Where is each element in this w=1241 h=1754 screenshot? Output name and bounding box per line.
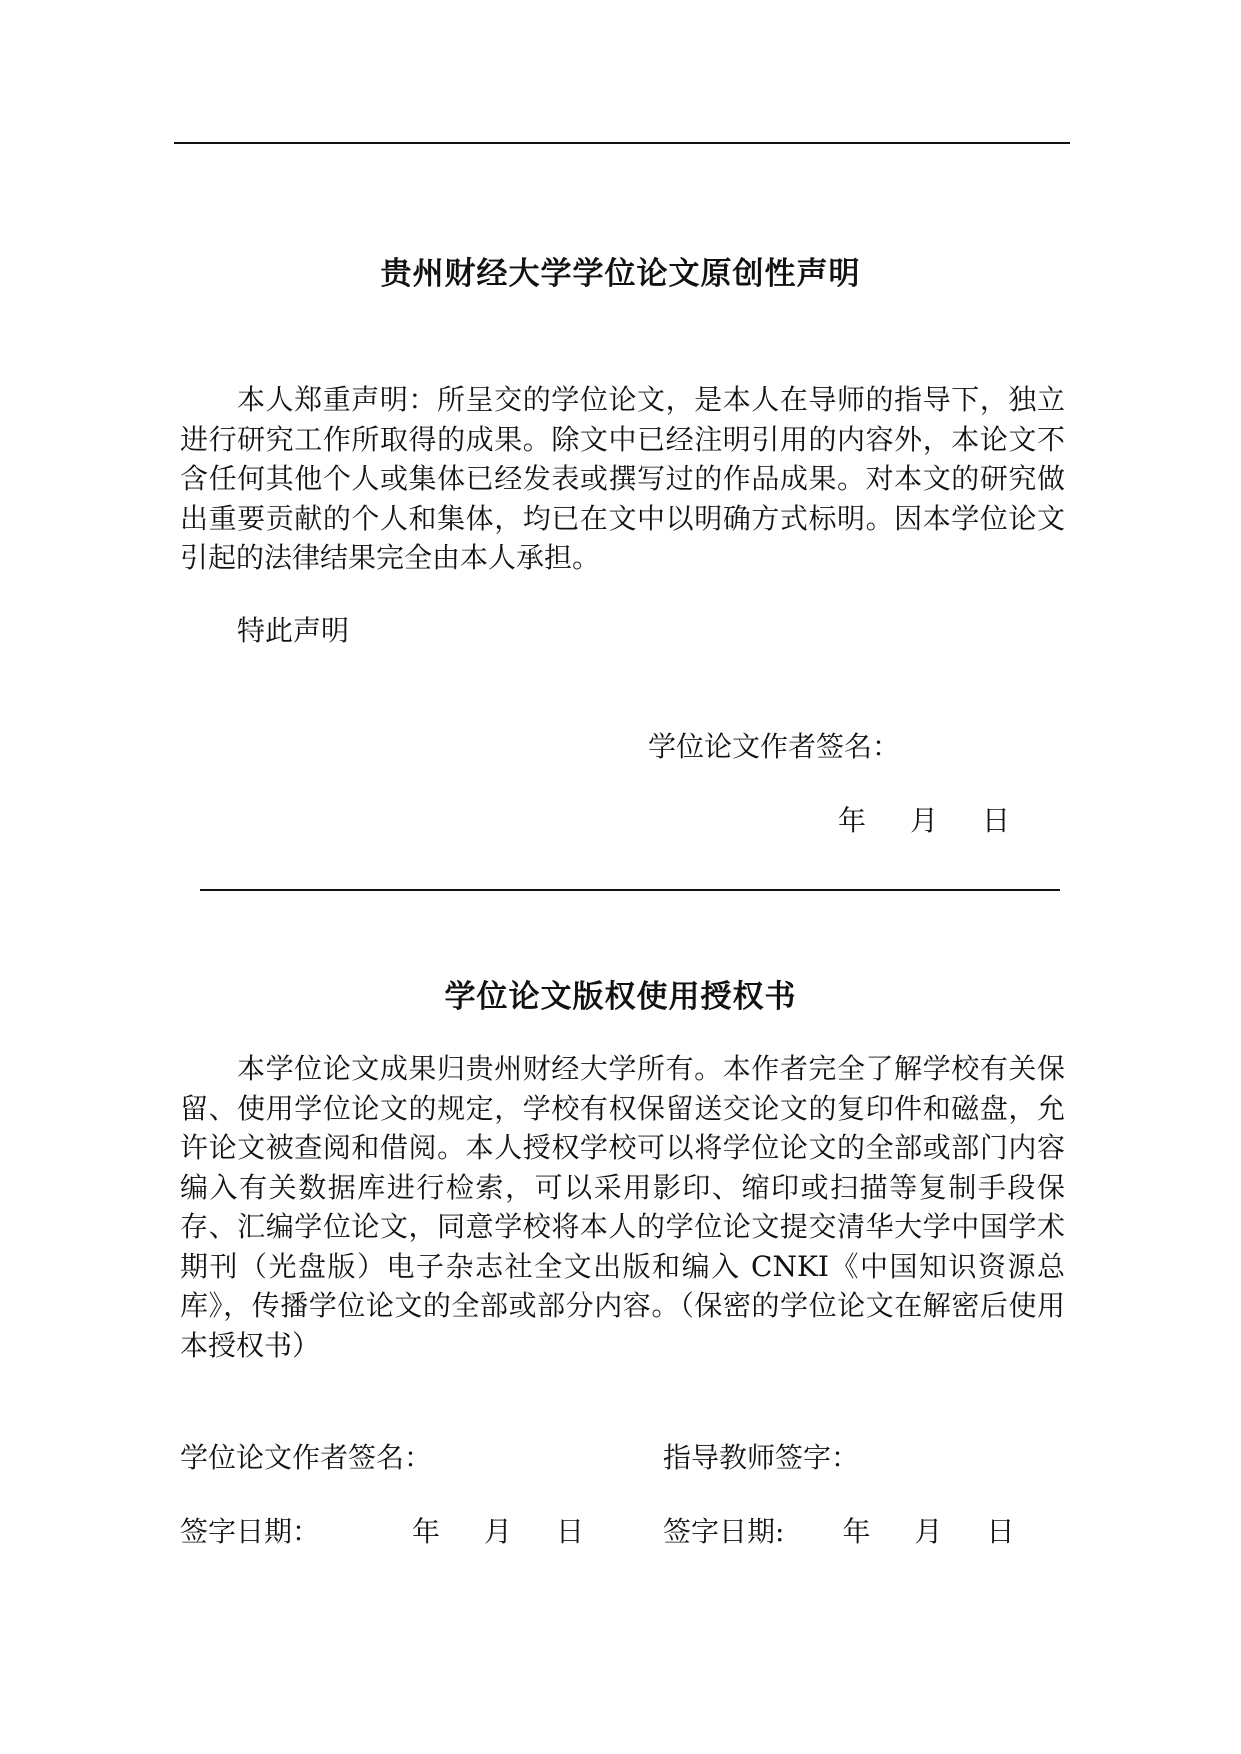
date-month: 月 (914, 1515, 943, 1548)
declaration-body: 本人郑重声明：所呈交的学位论文，是本人在导师的指导下，独立进行研究工作所取得的成果。除文中已经注明引用的内容外，本论文不含任何其他个人或集体已经发表或撰写过的作品成果。对本文的研究做出重要贡献的个人和集体，均已在文中以明确方式标明。因本学位论文引起的法律结果完全由本人承担。 (180, 383, 1065, 574)
date-year: 年 (842, 1515, 871, 1548)
date-month: 月 (910, 804, 939, 837)
author-date-label: 签字日期： (180, 1515, 321, 1548)
date-day: 日 (982, 804, 1011, 837)
date-month: 月 (484, 1515, 513, 1548)
authorization-author-date (180, 1510, 584, 1550)
authorization-title: 学位论文版权使用授权书 (444, 979, 797, 1015)
date-day: 日 (556, 1515, 585, 1548)
declaration-title: 贵州财经大学学位论文原创性声明 (380, 256, 861, 292)
date-day: 日 (986, 1515, 1015, 1548)
authorization-advisor-signature-label: 指导教师签字： (663, 1441, 860, 1474)
declaration-author-signature-label: 学位论文作者签名： (648, 730, 901, 763)
authorization-advisor-date (663, 1510, 1014, 1550)
authorization-author-signature-label: 学位论文作者签名： (180, 1441, 433, 1474)
authorization-body: 本学位论文成果归贵州财经大学所有。本作者完全了解学校有关保留、使用学位论文的规定，学校有权保留送交论文的复印件和磁盘，允许论文被查阅和借阅。本人授权学校可以将学位论文的全部或部门内容编入有关数据库进行检索，可以采用影印、缩印或扫描等复制手段保存、汇编学位论文，同意学校将本人的学位论文提交清华大学中国学术期刊（光盘版）电子杂志社全文出版和编入 CNKI《中国知识资源总库》，传播学位论文的全部或部分内容。（保密的学位论文在解密后使用本授权书） (180, 1052, 1065, 1362)
section-divider (200, 889, 1060, 891)
advisor-date-label: 签字日期: (663, 1515, 785, 1548)
date-year: 年 (838, 804, 867, 837)
declaration-date (838, 799, 1010, 839)
top-divider (174, 142, 1070, 144)
date-year: 年 (412, 1515, 441, 1548)
declaration-closing: 特此声明 (237, 614, 350, 647)
